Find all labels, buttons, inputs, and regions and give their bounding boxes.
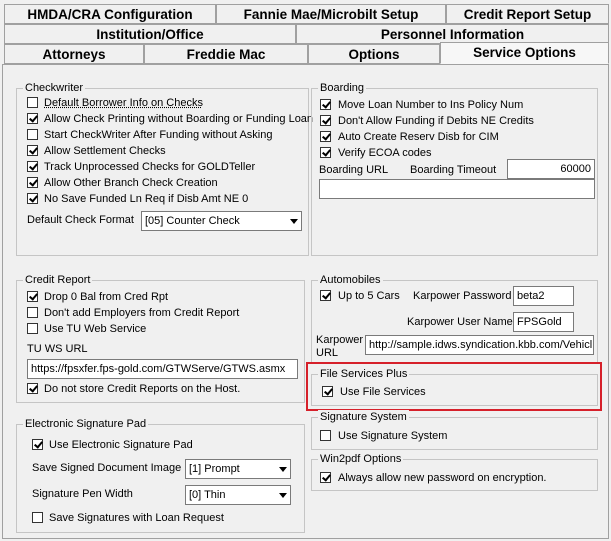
signature-pen-width-value: [0] Thin	[189, 489, 226, 501]
use-signature-system-label: Use Signature System	[338, 430, 448, 442]
save-signatures-with-loan-label: Save Signatures with Loan Request	[49, 512, 224, 524]
credit-report-drop-zero-label: Drop 0 Bal from Cred Rpt	[44, 291, 169, 303]
save-signed-image-label: Save Signed Document Image	[32, 462, 182, 474]
karpower-user-name-label: Karpower User Name	[407, 316, 513, 328]
checkwriter-item-no-save-funded-label: No Save Funded Ln Req if Disb Amt NE 0	[44, 193, 249, 205]
tu-ws-url-label: TU WS URL	[27, 343, 88, 355]
esig-title: Electronic Signature Pad	[25, 418, 147, 430]
win2pdf-allow-password-label: Always allow new password on encryption.	[338, 472, 547, 484]
use-signature-system-checkbox[interactable]	[320, 430, 331, 441]
default-check-format-label: Default Check Format	[27, 214, 134, 226]
chevron-down-icon	[279, 493, 287, 498]
file-services-title: File Services Plus	[320, 368, 408, 380]
use-esig-pad-checkbox[interactable]	[32, 439, 43, 450]
checkwriter-item-allow-check-printing-checkbox[interactable]	[27, 113, 38, 124]
checkwriter-item-no-save-funded-checkbox[interactable]	[27, 193, 38, 204]
credit-report-title: Credit Report	[25, 274, 91, 286]
tab-service-options[interactable]: Service Options	[440, 42, 609, 64]
credit-report-drop-zero-checkbox[interactable]	[27, 291, 38, 302]
checkwriter-item-start-checkwriter-checkbox[interactable]	[27, 129, 38, 140]
default-check-format-value: [05] Counter Check	[145, 215, 240, 227]
boarding-item-auto-create-reserv-checkbox[interactable]	[320, 131, 331, 142]
credit-report-dont-add-employers-checkbox[interactable]	[27, 307, 38, 318]
checkwriter-item-default-borrower-label: Default Borrower Info on Checks	[44, 97, 203, 109]
tab-institution-office[interactable]: Institution/Office	[4, 24, 296, 44]
boarding-item-auto-create-reserv-label: Auto Create Reserv Disb for CIM	[338, 131, 499, 143]
chevron-down-icon	[279, 467, 287, 472]
tab-attorneys[interactable]: Attorneys	[4, 44, 144, 64]
checkwriter-item-track-unprocessed-checkbox[interactable]	[27, 161, 38, 172]
karpower-url-label-line1: Karpower	[316, 334, 364, 346]
checkwriter-item-allow-other-branch-checkbox[interactable]	[27, 177, 38, 188]
boarding-url-label: Boarding URL	[319, 164, 389, 176]
automobiles-up-to-5-cars-checkbox[interactable]	[320, 290, 331, 301]
karpower-user-name-input[interactable]: FPSGold	[513, 312, 574, 332]
chevron-down-icon	[290, 219, 298, 224]
checkwriter-item-track-unprocessed-label: Track Unprocessed Checks for GOLDTeller	[44, 161, 256, 173]
karpower-password-input[interactable]: beta2	[513, 286, 574, 306]
win2pdf-allow-password-checkbox[interactable]	[320, 472, 331, 483]
automobiles-up-to-5-cars-label: Up to 5 Cars	[338, 290, 400, 302]
use-esig-pad-label: Use Electronic Signature Pad	[49, 439, 193, 451]
tab-fannie-mae-microbilt-setup[interactable]: Fannie Mae/Microbilt Setup	[216, 4, 446, 24]
signature-pen-width-select[interactable]	[185, 485, 291, 505]
tab-hmda-cra-configuration[interactable]: HMDA/CRA Configuration	[4, 4, 216, 24]
file-services-highlight	[306, 362, 602, 411]
credit-report-dont-add-employers-label: Don't add Employers from Credit Report	[44, 307, 240, 319]
signature-pen-width-label: Signature Pen Width	[32, 488, 133, 500]
checkwriter-title: Checkwriter	[25, 82, 84, 94]
boarding-item-dont-allow-funding-label: Don't Allow Funding if Debits NE Credits	[338, 115, 534, 127]
boarding-item-dont-allow-funding-checkbox[interactable]	[320, 115, 331, 126]
boarding-item-move-loan-checkbox[interactable]	[320, 99, 331, 110]
checkwriter-item-allow-settlement-label: Allow Settlement Checks	[44, 145, 166, 157]
boarding-timeout-input[interactable]: 60000	[507, 159, 595, 179]
save-signatures-with-loan-checkbox[interactable]	[32, 512, 43, 523]
use-file-services-label: Use File Services	[340, 386, 426, 398]
win2pdf-title: Win2pdf Options	[320, 453, 402, 465]
credit-report-no-store-checkbox[interactable]	[27, 383, 38, 394]
checkwriter-item-allow-settlement-checkbox[interactable]	[27, 145, 38, 156]
karpower-url-input[interactable]: http://sample.idws.syndication.kbb.com/Vehicl	[365, 335, 594, 355]
checkwriter-item-default-borrower-checkbox[interactable]	[27, 97, 38, 108]
checkwriter-item-allow-check-printing-label: Allow Check Printing without Boarding or Funding Loan	[44, 113, 314, 125]
tu-ws-url-input[interactable]: https://fpsxfer.fps-gold.com/GTWServe/GTWS.asmx	[27, 359, 298, 379]
tab-personnel-information[interactable]: Personnel Information	[296, 24, 609, 44]
boarding-item-verify-ecoa-label: Verify ECOA codes	[338, 147, 432, 159]
boarding-item-move-loan-label: Move Loan Number to Ins Policy Num	[338, 99, 524, 111]
tab-freddie-mac[interactable]: Freddie Mac	[144, 44, 308, 64]
boarding-timeout-label: Boarding Timeout	[410, 164, 497, 176]
checkwriter-item-allow-other-branch-label: Allow Other Branch Check Creation	[44, 177, 218, 189]
boarding-url-input[interactable]	[319, 179, 595, 199]
save-signed-image-value: [1] Prompt	[189, 463, 240, 475]
automobiles-title: Automobiles	[320, 274, 381, 286]
signature-system-title: Signature System	[320, 411, 407, 423]
tab-credit-report-setup[interactable]: Credit Report Setup	[446, 4, 609, 24]
boarding-item-verify-ecoa-checkbox[interactable]	[320, 147, 331, 158]
save-signed-image-select[interactable]	[185, 459, 291, 479]
boarding-title: Boarding	[320, 82, 365, 94]
karpower-password-label: Karpower Password	[413, 290, 512, 302]
credit-report-use-tu-label: Use TU Web Service	[44, 323, 147, 335]
checkwriter-item-start-checkwriter-label: Start CheckWriter After Funding without Asking	[44, 129, 273, 141]
karpower-url-label-line2: URL	[316, 347, 339, 359]
credit-report-no-store-label: Do not store Credit Reports on the Host.	[44, 383, 241, 395]
credit-report-use-tu-checkbox[interactable]	[27, 323, 38, 334]
default-check-format-select[interactable]	[141, 211, 302, 231]
tab-options[interactable]: Options	[308, 44, 440, 64]
